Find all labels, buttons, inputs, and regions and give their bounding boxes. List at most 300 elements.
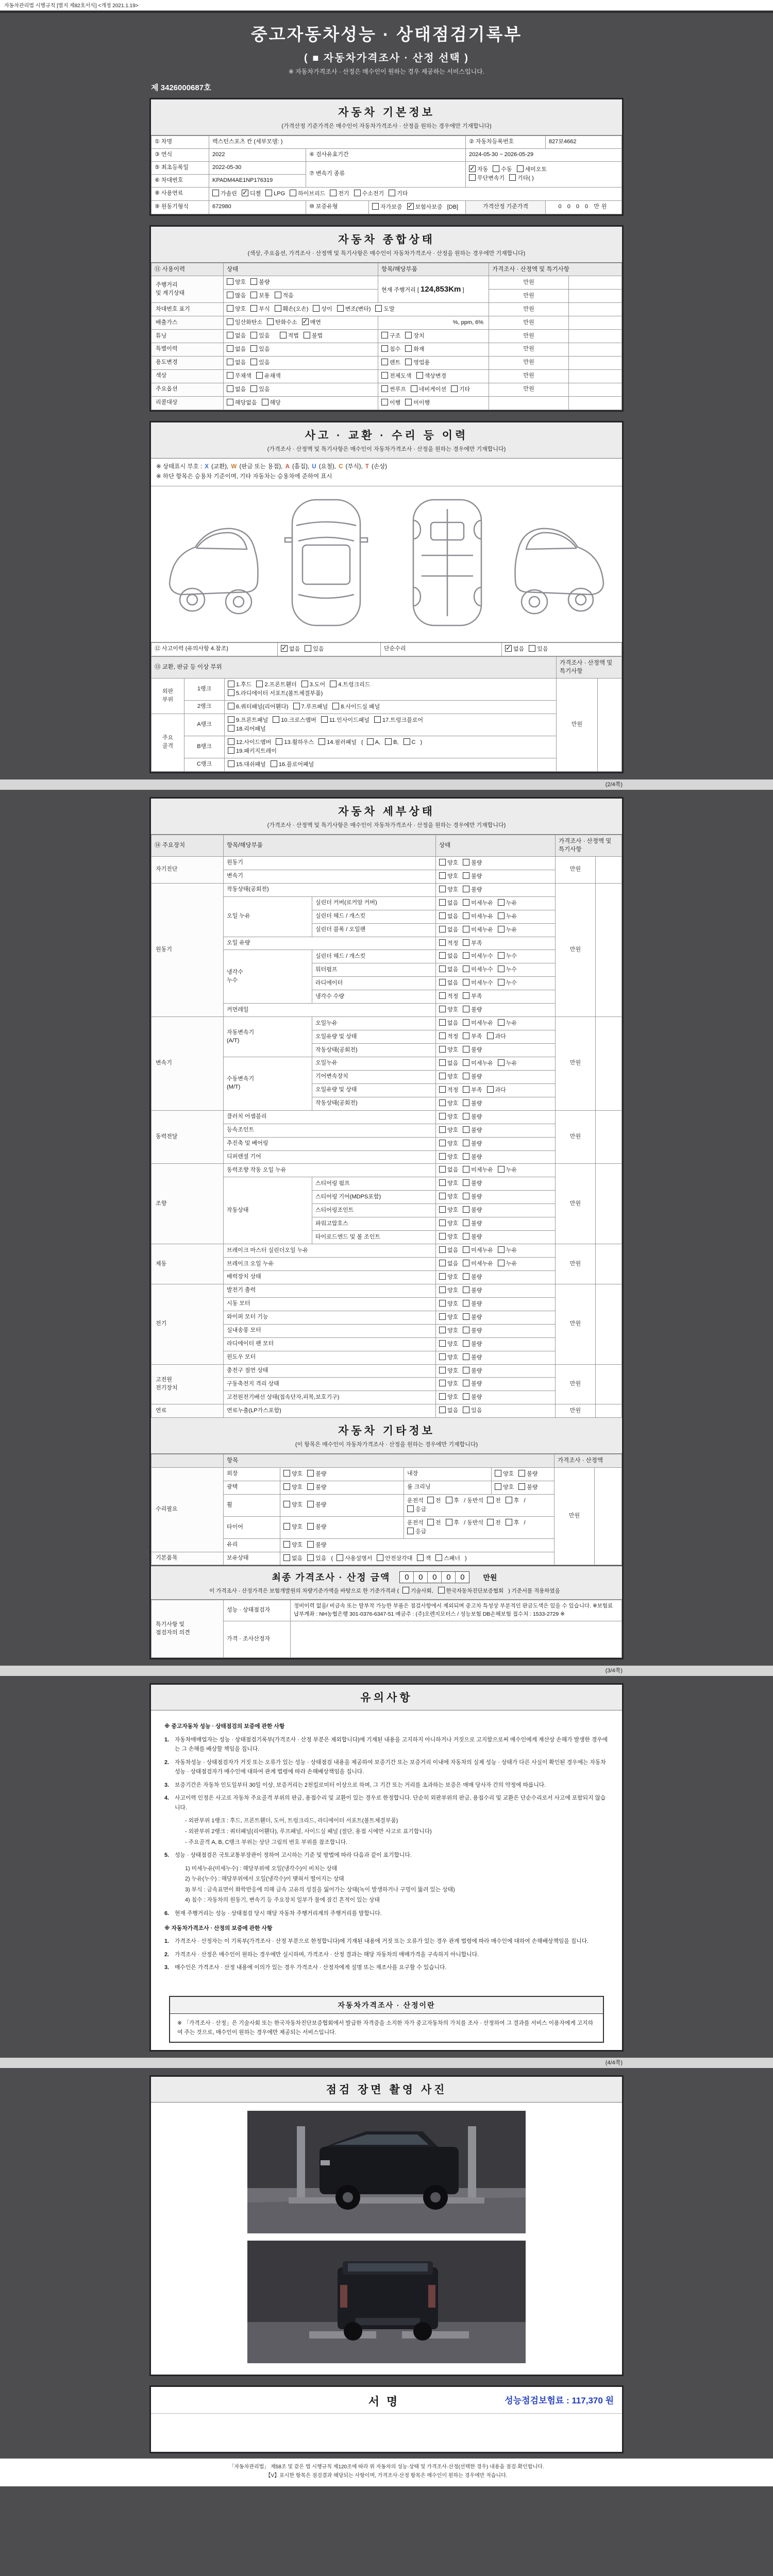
checkbox-item [301, 681, 325, 689]
checkbox-cell [224, 356, 378, 369]
notice-item: 5. 성능 · 상태점검은 국토교통부장관이 정하여 고시하는 기준 및 방법에 따라 다음과 같이 표기합니다. [164, 1852, 412, 1859]
checkbox[interactable] [487, 1519, 494, 1526]
checkbox[interactable] [416, 372, 423, 379]
table-cell: 만원 [489, 343, 569, 356]
checkbox-label: 불량 [315, 1484, 327, 1490]
checkbox-item [439, 992, 458, 1001]
checkbox[interactable] [280, 332, 287, 338]
checkbox-label: 양호 [447, 1194, 459, 1200]
checkbox[interactable] [332, 703, 339, 709]
checkbox[interactable] [275, 305, 281, 312]
checkbox[interactable] [498, 926, 505, 933]
checkbox[interactable] [439, 1059, 446, 1066]
checkbox[interactable] [212, 190, 219, 196]
checkbox[interactable] [228, 689, 234, 696]
checkbox-label: 전 [435, 1519, 441, 1526]
checkbox[interactable] [372, 203, 379, 210]
checkbox[interactable] [463, 1273, 469, 1280]
checkbox[interactable] [463, 1206, 469, 1213]
checkbox[interactable] [439, 1246, 446, 1253]
checkbox[interactable] [439, 1393, 446, 1400]
checkbox-item [498, 912, 517, 921]
checkbox[interactable] [227, 399, 233, 405]
checkbox-group [439, 1408, 487, 1414]
checkbox[interactable] [463, 1046, 469, 1053]
checkbox[interactable] [463, 1300, 469, 1307]
checkbox[interactable] [283, 1501, 290, 1507]
checkbox[interactable] [313, 305, 320, 312]
checkbox-label: 없음 [235, 359, 246, 366]
checkbox[interactable] [463, 1233, 469, 1240]
checkbox[interactable] [227, 385, 233, 392]
checkbox[interactable] [439, 1006, 446, 1012]
checkbox[interactable] [463, 1099, 469, 1106]
checkbox[interactable] [463, 1073, 469, 1079]
checkbox[interactable] [493, 165, 499, 172]
checkbox[interactable] [529, 645, 535, 652]
checkbox[interactable] [250, 305, 257, 312]
checkbox-label: 양호 [235, 306, 246, 313]
checkbox[interactable] [463, 912, 469, 919]
checkbox-cell [224, 383, 378, 396]
checkbox[interactable] [439, 1032, 446, 1039]
checkbox[interactable] [439, 1179, 446, 1186]
checkbox[interactable] [463, 886, 469, 892]
checkbox[interactable] [267, 318, 274, 325]
checkbox[interactable] [439, 992, 446, 999]
checkbox[interactable] [227, 278, 233, 285]
checkbox-label: 양호 [447, 1327, 459, 1334]
checkbox[interactable] [256, 681, 263, 687]
checkbox[interactable] [487, 1032, 494, 1039]
checkbox-group [469, 166, 551, 181]
checkbox-label: 무단변속기 [477, 175, 505, 182]
checkbox[interactable] [228, 681, 234, 687]
checkbox-item [381, 372, 412, 381]
checkbox-item [228, 716, 268, 725]
checkbox[interactable] [463, 1313, 469, 1320]
checkbox[interactable] [256, 372, 263, 379]
checkbox[interactable] [381, 359, 388, 365]
checkbox-item [385, 738, 398, 747]
checkbox[interactable] [302, 318, 309, 325]
checkbox[interactable] [227, 345, 233, 352]
checkbox-item [463, 1113, 482, 1122]
checkbox[interactable] [417, 1554, 424, 1561]
checkbox[interactable] [439, 1300, 446, 1307]
checkbox-item [463, 965, 493, 974]
checkbox[interactable] [463, 939, 469, 946]
checkbox[interactable] [404, 738, 410, 745]
checkbox[interactable] [463, 1032, 469, 1039]
checkbox[interactable] [407, 1528, 414, 1534]
checkbox[interactable] [439, 1073, 446, 1079]
checkbox[interactable] [276, 738, 282, 745]
checkbox[interactable] [518, 1483, 525, 1490]
checkbox[interactable] [498, 965, 505, 972]
checkbox[interactable] [337, 305, 344, 312]
checkbox-label: 양호 [447, 1300, 459, 1307]
checkbox[interactable] [381, 332, 388, 338]
checkbox-cell [378, 356, 489, 369]
checkbox[interactable] [463, 1367, 469, 1374]
checkbox[interactable] [498, 1019, 505, 1026]
checkbox[interactable] [463, 1113, 469, 1120]
checkbox[interactable] [227, 372, 233, 379]
section-accident-title: 사고 · 교환 · 수리 등 이력 [305, 429, 468, 442]
checkbox-item [228, 681, 251, 689]
checkbox[interactable] [517, 165, 524, 172]
checkbox[interactable] [227, 332, 233, 338]
final-price-digits [399, 1571, 469, 1583]
checkbox[interactable] [227, 305, 233, 312]
checkbox[interactable] [377, 1554, 383, 1561]
checkbox[interactable] [439, 1166, 446, 1173]
checkbox-label: 있음 [537, 646, 548, 652]
checkbox[interactable] [228, 725, 234, 732]
checkbox[interactable] [463, 979, 469, 986]
table-cell: 타이로드엔드 및 볼 조인트 [312, 1231, 436, 1244]
checkbox[interactable] [228, 716, 234, 723]
checkbox[interactable] [330, 681, 337, 687]
checkbox-item [439, 872, 458, 881]
checkbox[interactable] [283, 1554, 290, 1561]
checkbox[interactable] [304, 332, 310, 338]
checkbox[interactable] [407, 1505, 414, 1512]
signature-space[interactable] [151, 2414, 622, 2452]
checkbox[interactable] [228, 738, 234, 745]
checkbox[interactable] [439, 899, 446, 906]
checkbox[interactable] [227, 318, 233, 325]
checkbox[interactable] [439, 979, 446, 986]
checkbox[interactable] [250, 278, 257, 285]
checkbox-cell [436, 1391, 556, 1404]
table-cell: 항목 [224, 1454, 554, 1468]
checkbox[interactable] [439, 1313, 446, 1320]
checkbox[interactable] [498, 952, 505, 959]
checkbox[interactable] [463, 1059, 469, 1066]
checkbox-label: 2.프론트휀더 [264, 682, 297, 688]
checkbox[interactable] [439, 1046, 446, 1053]
checkbox[interactable] [439, 1086, 446, 1093]
checkbox[interactable] [439, 965, 446, 972]
checkbox[interactable] [469, 165, 476, 172]
checkbox[interactable] [463, 1340, 469, 1347]
checkbox[interactable] [439, 1206, 446, 1213]
checkbox-group [227, 293, 298, 299]
checkbox[interactable] [262, 399, 268, 405]
checkbox[interactable] [290, 190, 296, 196]
table-cell: 충전구 절연 상태 [224, 1364, 436, 1378]
checkbox[interactable] [381, 372, 388, 379]
checkbox-label: 불량 [471, 1287, 482, 1294]
checkbox-label: 양호 [447, 1154, 459, 1160]
checkbox[interactable] [439, 1193, 446, 1199]
checkbox[interactable] [487, 1497, 494, 1503]
table-cell: 디퍼렌셜 기어 [224, 1150, 436, 1164]
checkbox[interactable] [439, 952, 446, 959]
checkbox[interactable] [307, 1541, 314, 1548]
checkbox[interactable] [463, 899, 469, 906]
checkbox-label: 미이행 [413, 399, 430, 406]
checkbox[interactable] [463, 1126, 469, 1133]
checkbox[interactable] [439, 926, 446, 933]
checkbox[interactable] [438, 1587, 445, 1594]
table-cell: 만원 [556, 1284, 596, 1364]
checkbox[interactable] [283, 1470, 290, 1477]
notice-item: 2. 자동차성능 · 상태점검자가 거짓 또는 오류가 있는 성능 · 상태점검 내용을 제공하여 보증기간 또는 보증거리 이내에 자동차의 실제 성능 · 상태가 다른 사실이 확인된 경우에는 자동차성능 · 상태점검자가 매수인에 대하여 관계 법령에 따라 손해배상책임을 집니다. [164, 1759, 606, 1775]
checkbox[interactable] [498, 1059, 505, 1066]
checkbox[interactable] [498, 1166, 505, 1173]
checkbox[interactable] [463, 992, 469, 999]
checkbox[interactable] [283, 1523, 290, 1530]
checkbox[interactable] [307, 1523, 314, 1530]
checkbox[interactable] [228, 747, 234, 754]
checkbox[interactable] [374, 716, 381, 723]
checkbox[interactable] [439, 912, 446, 919]
checkbox-label: 불량 [315, 1470, 327, 1477]
table-cell [596, 1017, 622, 1111]
checkbox[interactable] [463, 926, 469, 933]
checkbox[interactable] [354, 190, 361, 196]
checkbox[interactable] [273, 716, 279, 723]
checkbox[interactable] [228, 703, 234, 709]
checkbox[interactable] [427, 1519, 434, 1526]
checkbox-item [227, 278, 246, 287]
table-cell: 오일유량 및 상태 [312, 1030, 436, 1044]
checkbox[interactable] [227, 359, 233, 365]
checkbox-group [439, 1301, 487, 1307]
checkbox[interactable] [463, 1006, 469, 1012]
checkbox-item [267, 318, 297, 327]
checkbox[interactable] [439, 1019, 446, 1026]
checkbox[interactable] [250, 292, 257, 298]
checkbox-item [463, 1233, 482, 1242]
checkbox[interactable] [495, 1483, 501, 1490]
checkbox[interactable] [283, 1541, 290, 1548]
checkbox[interactable] [463, 952, 469, 959]
checkbox[interactable] [381, 345, 388, 352]
checkbox-group [439, 1154, 487, 1160]
checkbox[interactable] [439, 1367, 446, 1374]
checkbox-label: 없음 [289, 646, 300, 652]
checkbox[interactable] [407, 203, 414, 210]
checkbox[interactable] [389, 190, 395, 196]
checkbox[interactable] [375, 305, 382, 312]
checkbox[interactable] [463, 1219, 469, 1226]
checkbox[interactable] [385, 738, 392, 745]
checkbox[interactable] [405, 359, 412, 365]
table-cell: 조향 [152, 1164, 224, 1244]
checkbox-item [517, 165, 547, 174]
checkbox[interactable] [439, 1380, 446, 1386]
checkbox[interactable] [439, 1113, 446, 1120]
price-digit: 0 [405, 1572, 409, 1582]
checkbox[interactable] [301, 681, 308, 687]
checkbox[interactable] [307, 1470, 314, 1477]
checkbox[interactable] [463, 1406, 469, 1413]
checkbox-group [228, 761, 318, 768]
checkbox[interactable] [463, 1246, 469, 1253]
checkbox[interactable] [367, 738, 374, 745]
checkbox[interactable] [439, 859, 446, 866]
checkbox[interactable] [337, 1554, 343, 1561]
checkbox[interactable] [439, 1340, 446, 1347]
checkbox[interactable] [439, 1140, 446, 1146]
table-cell [152, 1454, 224, 1468]
checkbox[interactable] [498, 912, 505, 919]
checkbox[interactable] [463, 1179, 469, 1186]
checkbox[interactable] [381, 399, 388, 405]
checkbox[interactable] [463, 1327, 469, 1333]
checkbox[interactable] [321, 716, 328, 723]
checkbox-item [293, 703, 328, 711]
checkbox[interactable] [463, 965, 469, 972]
checkbox[interactable] [250, 332, 257, 338]
checkbox-group [439, 980, 522, 986]
checkbox[interactable] [463, 1140, 469, 1146]
table-cell: KPADM4AE1NP176319 [209, 174, 306, 187]
checkbox-item [307, 1523, 326, 1532]
checkbox-label: 양호 [447, 1180, 459, 1187]
checkbox-label: 없음 [235, 386, 246, 393]
checkbox[interactable] [330, 190, 337, 196]
checkbox[interactable] [446, 1519, 452, 1526]
checkbox[interactable] [405, 345, 412, 352]
checkbox[interactable] [411, 385, 417, 392]
status-code-x: X [205, 463, 209, 470]
checkbox[interactable] [250, 385, 257, 392]
checkbox[interactable] [463, 1193, 469, 1199]
checkbox-label: 수소전기 [362, 190, 384, 197]
checkbox[interactable] [439, 1233, 446, 1240]
table-cell: 수리필요 [152, 1467, 224, 1552]
checkbox-item [439, 1019, 458, 1028]
checkbox[interactable] [439, 1273, 446, 1280]
checkbox[interactable] [463, 1353, 469, 1360]
table-cell: 유리 [224, 1538, 280, 1552]
checkbox[interactable] [439, 1153, 446, 1160]
checkbox-label: 불량 [471, 1073, 482, 1080]
checkbox-group [439, 1167, 522, 1173]
checkbox[interactable] [439, 872, 446, 879]
checkbox[interactable] [439, 1406, 446, 1413]
table-cell: 클러치 어셈블리 [224, 1110, 436, 1124]
checkbox-label: 3.도어 [309, 682, 326, 688]
inspection-photo-front [247, 2111, 526, 2233]
checkbox[interactable] [293, 703, 300, 709]
checkbox[interactable] [318, 738, 325, 745]
checkbox[interactable] [439, 1327, 446, 1333]
checkbox[interactable] [242, 190, 248, 196]
checkbox[interactable] [271, 760, 277, 767]
checkbox[interactable] [463, 872, 469, 879]
checkbox[interactable] [463, 1380, 469, 1386]
page-marker-4: (4/4쪽) [0, 2058, 773, 2068]
checkbox[interactable] [228, 760, 234, 767]
checkbox-item [354, 190, 384, 198]
checkbox[interactable] [250, 345, 257, 352]
checkbox[interactable] [265, 190, 272, 196]
checkbox[interactable] [463, 859, 469, 866]
inspection-insurance-premium: 성능점검보험료 : 117,370 원 [505, 2396, 614, 2406]
checkbox-label: 양호 [447, 886, 459, 893]
checkbox-label: 양호 [447, 1047, 459, 1054]
checkbox[interactable] [381, 385, 388, 392]
checkbox[interactable] [283, 1483, 290, 1490]
checkbox[interactable] [451, 385, 458, 392]
checkbox[interactable] [439, 939, 446, 946]
checkbox[interactable] [463, 1260, 469, 1266]
checkbox[interactable] [505, 645, 512, 652]
checkbox[interactable] [305, 645, 311, 652]
checkbox[interactable] [495, 1470, 501, 1477]
checkbox[interactable] [506, 1497, 512, 1503]
checkbox-label: 8.사이드실 패널 [341, 703, 380, 710]
checkbox[interactable] [250, 359, 257, 365]
checkbox[interactable] [487, 1086, 494, 1093]
checkbox-label: 19.패키지트레이 [236, 748, 277, 754]
checkbox-group [439, 1394, 487, 1400]
table-cell [596, 883, 622, 1016]
checkbox[interactable] [446, 1497, 452, 1503]
checkbox[interactable] [439, 1099, 446, 1106]
checkbox[interactable] [405, 332, 412, 338]
checkbox[interactable] [307, 1501, 314, 1507]
table-cell: 제동 [152, 1244, 224, 1284]
checkbox[interactable] [498, 1260, 505, 1266]
checkbox[interactable] [509, 174, 516, 181]
checkbox[interactable] [281, 645, 288, 652]
table-cell: ⑧ 사용연료 [152, 187, 209, 200]
checkbox[interactable] [307, 1554, 314, 1561]
checkbox[interactable] [463, 1393, 469, 1400]
checkbox[interactable] [439, 1353, 446, 1360]
checkbox[interactable] [402, 1587, 409, 1594]
checkbox-label: 훼손(오손) [282, 306, 309, 313]
checkbox[interactable] [469, 174, 476, 181]
checkbox[interactable] [498, 979, 505, 986]
checkbox[interactable] [307, 1483, 314, 1490]
checkbox-item [463, 1300, 482, 1309]
checkbox[interactable] [439, 1219, 446, 1226]
checkbox[interactable] [405, 399, 412, 405]
checkbox[interactable] [439, 1260, 446, 1266]
checkbox[interactable] [463, 1019, 469, 1026]
checkbox[interactable] [506, 1519, 512, 1526]
checkbox-item [242, 190, 261, 198]
checkbox-label: 양호 [447, 1100, 459, 1107]
checkbox[interactable] [275, 292, 281, 298]
checkbox[interactable] [463, 1286, 469, 1293]
checkbox[interactable] [498, 899, 505, 906]
checkbox[interactable] [439, 1126, 446, 1133]
checkbox-group [227, 346, 275, 352]
checkbox-cell [436, 1017, 556, 1030]
checkbox[interactable] [227, 292, 233, 298]
checkbox[interactable] [439, 886, 446, 892]
checkbox[interactable] [439, 1286, 446, 1293]
checkbox-cell [436, 1177, 556, 1191]
checkbox[interactable] [518, 1470, 525, 1477]
checkbox[interactable] [463, 1166, 469, 1173]
checkbox[interactable] [498, 1246, 505, 1253]
checkbox[interactable] [463, 1086, 469, 1093]
checkbox-label: 양호 [292, 1524, 303, 1531]
checkbox[interactable] [427, 1497, 434, 1503]
checkbox[interactable] [435, 1554, 442, 1561]
checkbox[interactable] [463, 1153, 469, 1160]
